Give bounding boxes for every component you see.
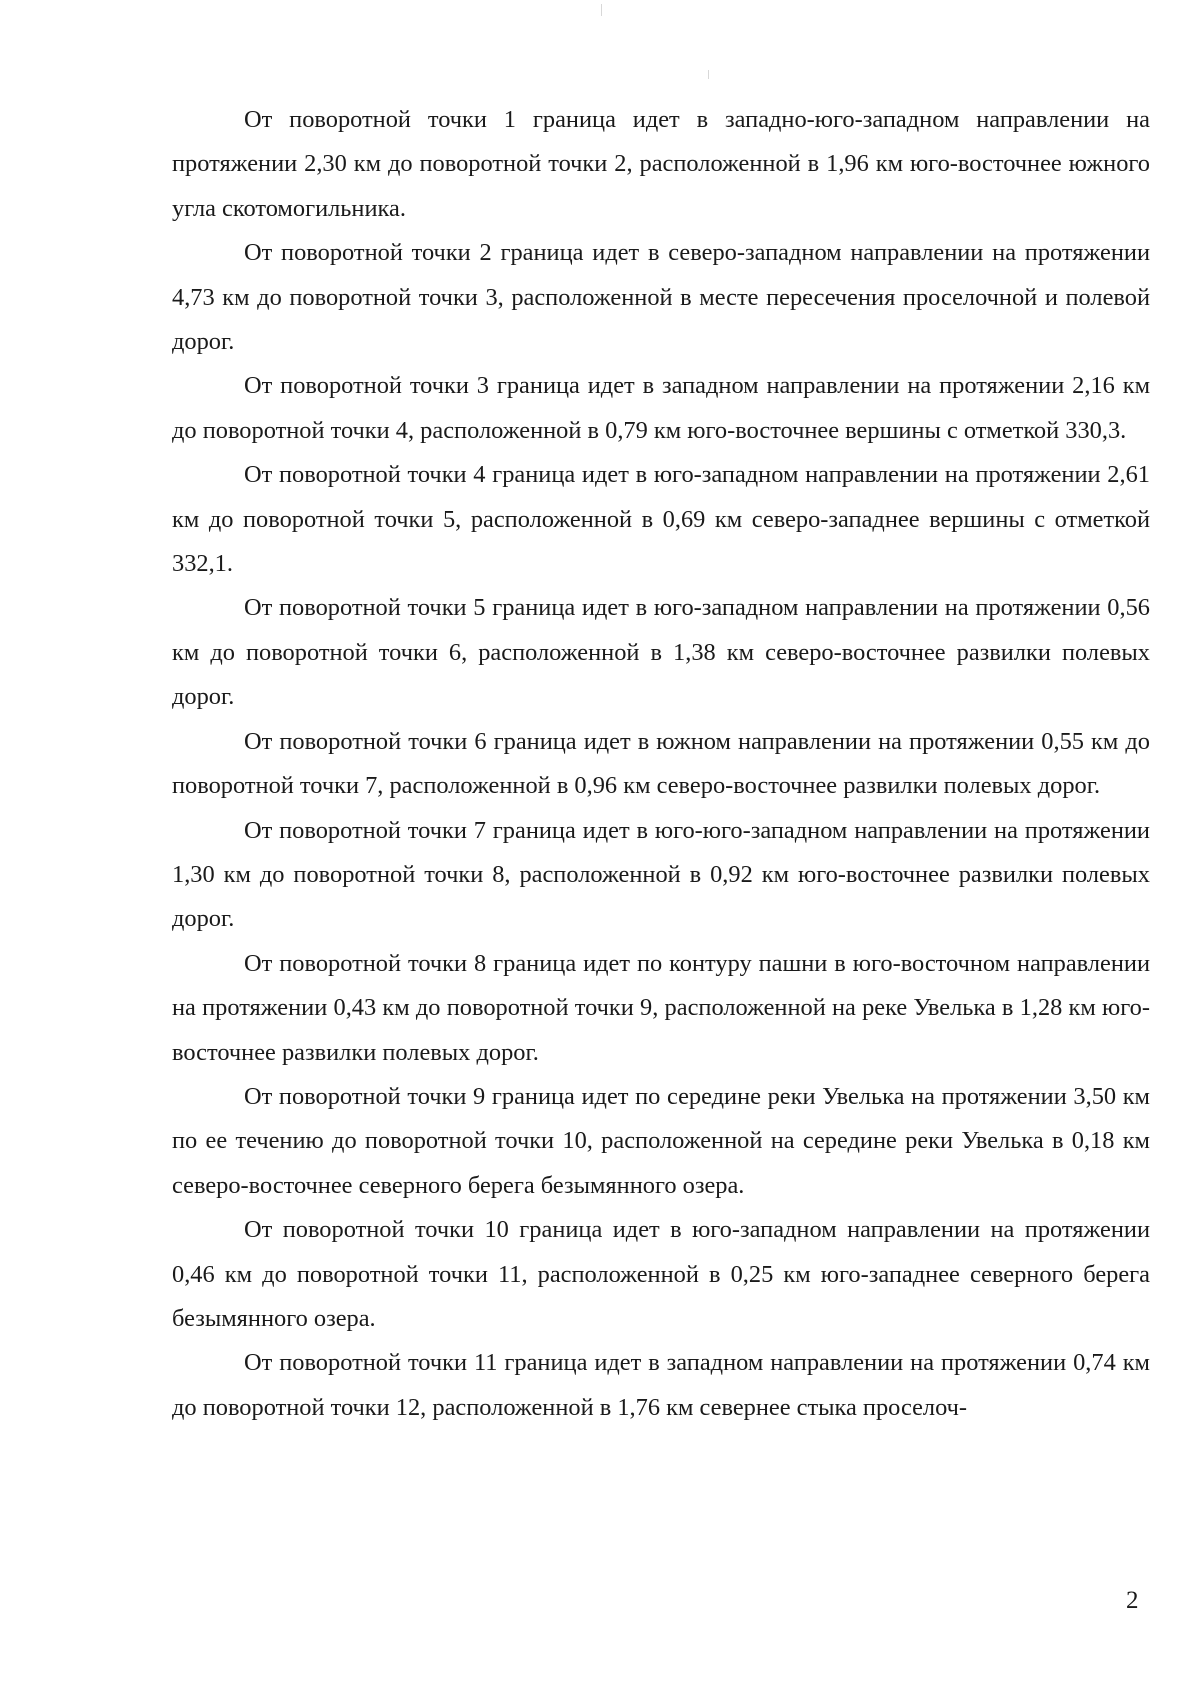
paragraph: От поворотной точки 4 граница идет в юго-западном направлении на протяжении 2,61 км до поворотной точки 5, расположенной в 0,69 км северо-западнее вершины с отметкой 332,1. [172, 461, 1150, 578]
paragraph: От поворотной точки 10 граница идет в юго-западном направлении на протяжении 0,46 км до поворотной точки 11, расположенной в 0,25 км юго-западнее северного берега безымянного озера. [172, 1216, 1150, 1332]
paragraph: От поворотной точки 1 граница идет в западно-юго-западном направлении на протяжении 2,30 км до поворотной точки 2, расположенной в 1,96 км юго-восточнее южного угла скотомогильника. [172, 106, 1150, 222]
paragraph: От поворотной точки 11 граница идет в западном направлении на протяжении 0,74 км до поворотной точки 12, расположенной в 1,76 км севернее стыка проселоч- [172, 1349, 1150, 1421]
paragraph: От поворотной точки 8 граница идет по контуру пашни в юго-восточном направлении на протяжении 0,43 км до поворотной точки 9, расположенной на реке Увелька в 1,28 км юго-восточнее развилки полевых дорог. [172, 949, 1150, 1066]
paragraph: От поворотной точки 6 граница идет в южном направлении на протяжении 0,55 км до поворотной точки 7, расположенной в 0,96 км северо-восточнее развилки полевых дорог. [172, 727, 1150, 800]
paragraph: От поворотной точки 9 граница идет по середине реки Увелька на протяжении 3,50 км по ее течению до поворотной точки 10, расположенной на середине реки Увелька в 0,18 км северо-восточнее северного берега безымянного озера. [172, 1082, 1150, 1199]
scan-artifact [708, 70, 709, 79]
paragraph: От поворотной точки 7 граница идет в юго-юго-западном направлении на протяжении 1,30 км до поворотной точки 8, расположенной в 0,92 км юго-восточнее развилки полевых дорог. [172, 816, 1150, 933]
body-text [172, 98, 1150, 1430]
paragraph: От поворотной точки 3 граница идет в западном направлении на протяжении 2,16 км до поворотной точки 4, расположенной в 0,79 км юго-восточнее вершины с отметкой 330,3. [172, 372, 1150, 444]
paragraph: От поворотной точки 2 граница идет в северо-западном направлении на протяжении 4,73 км до поворотной точки 3, расположенной в месте пересечения проселочной и полевой дорог. [172, 239, 1150, 356]
paragraph: От поворотной точки 5 граница идет в юго-западном направлении на протяжении 0,56 км до поворотной точки 6, расположенной в 1,38 км северо-восточнее развилки полевых дорог. [172, 594, 1150, 711]
scan-artifact [601, 4, 602, 16]
page-number: 2 [1126, 1587, 1139, 1614]
